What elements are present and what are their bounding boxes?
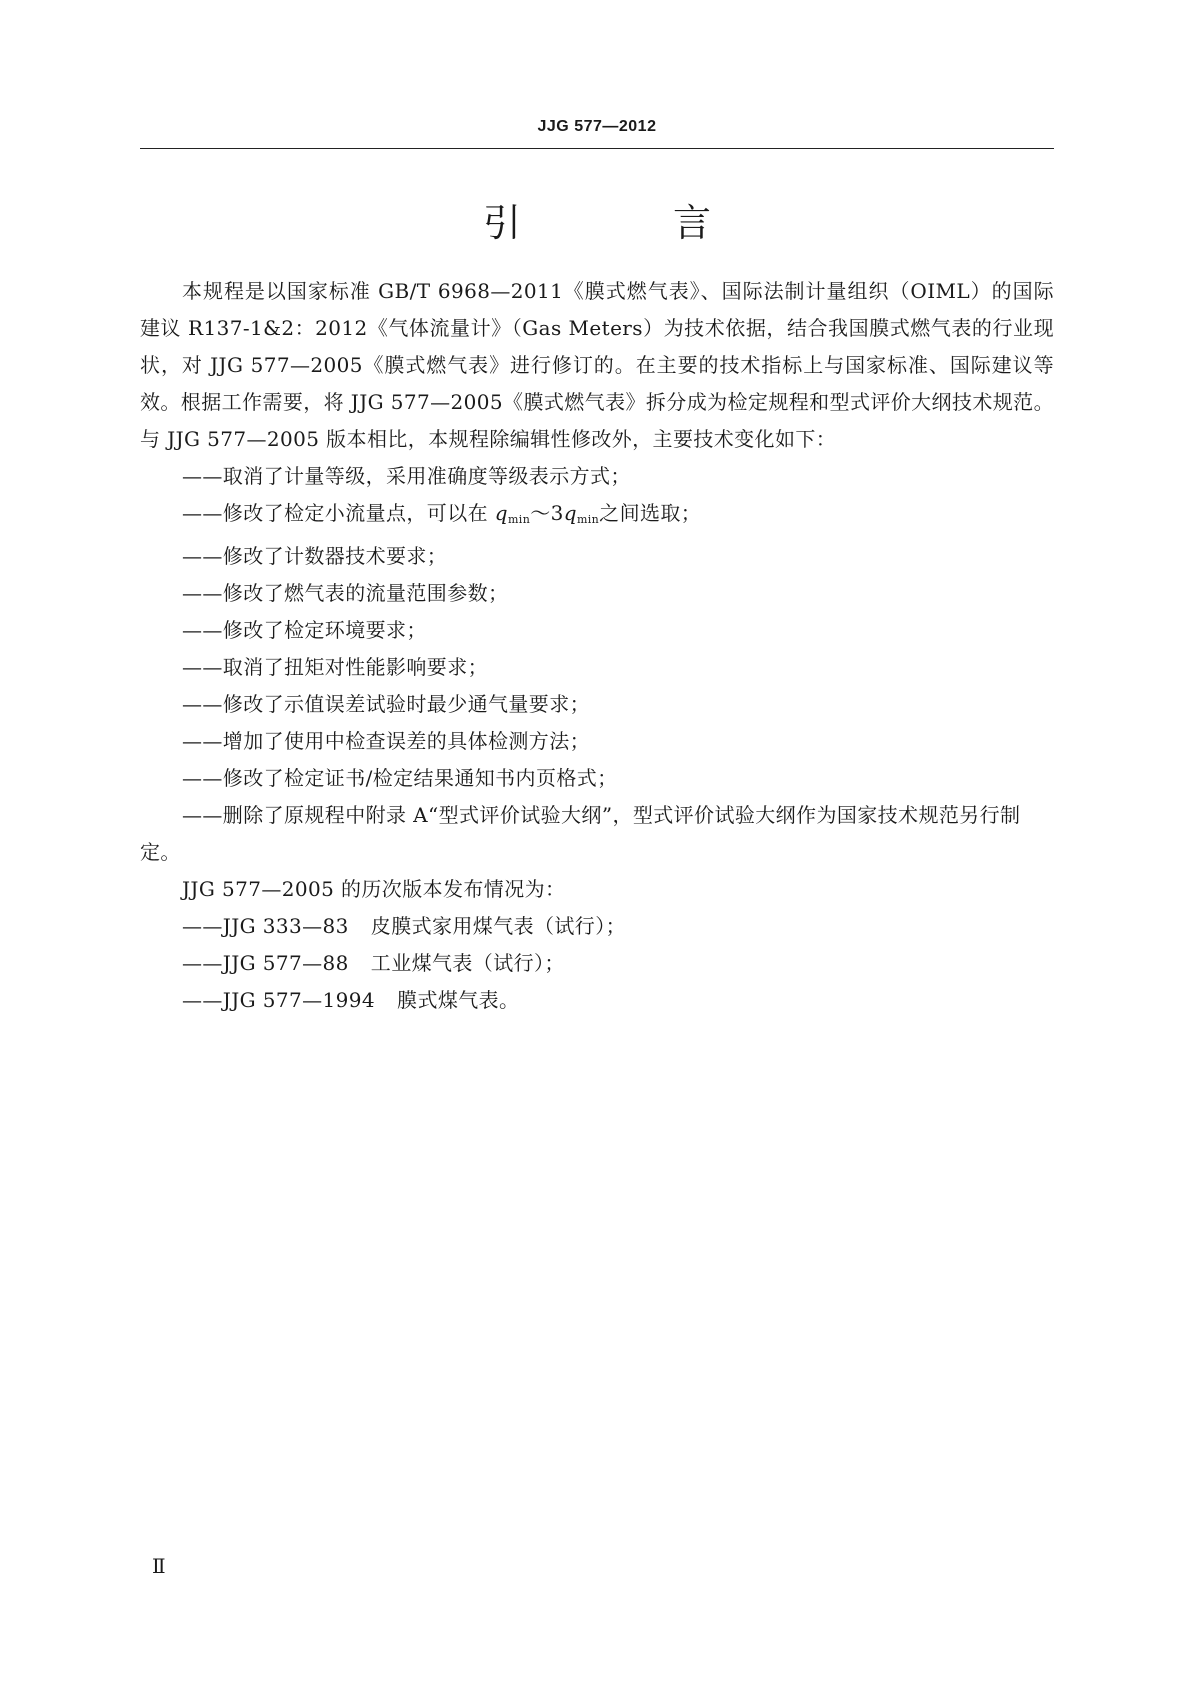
page-number: Ⅱ	[152, 1554, 166, 1578]
change-item: ——取消了计量等级，采用准确度等级表示方式；	[182, 464, 631, 488]
q-subscript: min	[507, 513, 531, 526]
history-item	[140, 982, 1054, 1019]
history-code: ——JJG 577—1994	[182, 988, 376, 1012]
q-symbol: q	[494, 501, 508, 525]
changes-list	[140, 458, 1054, 871]
change-item: ——修改了检定环境要求；	[182, 618, 427, 642]
history-item	[140, 945, 1054, 982]
history-code: ——JJG 333—83	[182, 914, 349, 938]
change-item: ——修改了示值误差试验时最少通气量要求；	[182, 692, 590, 716]
history-item	[140, 908, 1054, 945]
change-item	[140, 495, 1054, 538]
history-intro: JJG 577—2005 的历次版本发布情况为：	[182, 877, 566, 901]
change-item: ——修改了燃气表的流量范围参数；	[182, 581, 509, 605]
history-name: 皮膜式家用煤气表（试行）；	[370, 914, 626, 938]
intro-paragraph: 本规程是以国家标准 GB/T 6968—2011《膜式燃气表》、国际法制计量组织（OIML）的国际建议 R137-1&2：2012《气体流量计》（Gas Meters）为技术依据，结合我国膜式燃气表的行业现状，对 JJG 577—2005《膜式燃气表》进行修订的。在主要的技术指标上与国家标准、国际建议等效。根据工作需要，将 JJG 577—2005《膜式燃气表》拆分成为检定规程和型式评价大纲技术规范。与 JJG 577—2005 版本相比，本规程除编辑性修改外，主要技术变化如下：	[140, 279, 1054, 451]
change-item-prefix: ——修改了检定小流量点，可以在	[182, 501, 495, 525]
change-item-between: ～3	[530, 501, 564, 525]
page-title: 引 言	[482, 201, 782, 245]
change-item: ——取消了扭矩对性能影响要求；	[182, 655, 488, 679]
document-body	[140, 273, 1054, 1019]
q-subscript: min	[576, 513, 600, 526]
history-name: 工业煤气表（试行）；	[370, 951, 565, 975]
change-item: ——删除了原规程中附录 A“型式评价试验大纲”，型式评价试验大纲作为国家技术规范另行制定。	[140, 803, 1021, 864]
history-list	[140, 908, 1054, 1019]
running-header: JJG 577—2012	[537, 118, 657, 135]
history-name: 膜式煤气表。	[397, 988, 520, 1012]
q-symbol: q	[563, 501, 577, 525]
header-rule	[140, 148, 1054, 149]
change-item: ——修改了计数器技术要求；	[182, 544, 448, 568]
change-item: ——增加了使用中检查误差的具体检测方法；	[182, 729, 590, 753]
change-item: ——修改了检定证书/检定结果通知书内页格式；	[182, 766, 618, 790]
history-code: ——JJG 577—88	[182, 951, 349, 975]
change-item-suffix: 之间选取；	[599, 501, 702, 525]
